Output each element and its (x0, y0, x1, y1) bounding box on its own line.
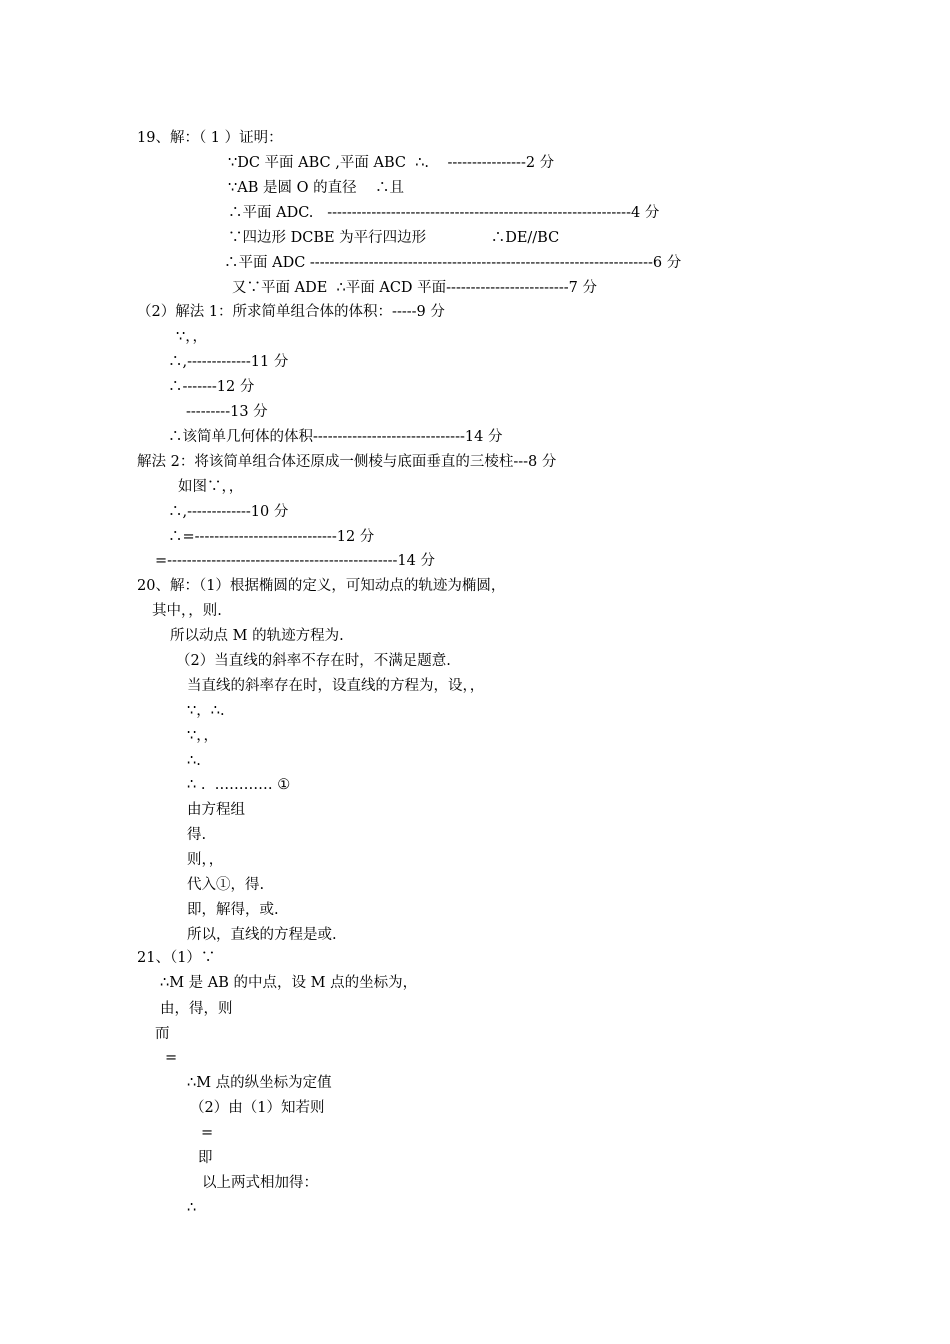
text-line: 又∵平面 ADE ∴平面 ACD 平面-------------------------7 分 (232, 280, 597, 296)
text-line: 由，得，则 (160, 1001, 233, 1017)
text-line: = (165, 1050, 178, 1066)
text-line: 其中，，则. (152, 603, 222, 619)
text-line: ∴M 点的纵坐标为定值 (187, 1075, 332, 1091)
text-line: 则，， (187, 852, 224, 868)
text-line: ∴,-------------10 分 (168, 504, 289, 520)
text-line: （2）当直线的斜率不存在时，不满足题意. (176, 653, 451, 669)
text-line: ∴M 是 AB 的中点，设 M 点的坐标为， (160, 975, 418, 991)
text-line: = (201, 1125, 214, 1141)
text-line: （2）由（1）知若则 (190, 1100, 325, 1116)
text-line: ∵，， (176, 329, 207, 345)
text-line: ∴ . ………… ① (187, 777, 291, 793)
text-line: ∵DC 平面 ABC ,平面 ABC ∴. ----------------2 分 (228, 155, 555, 171)
text-line: ∵四边形 DCBE 为平行四边形 ∴DE//BC (228, 230, 560, 246)
text-line: 即，解得，或. (187, 902, 279, 918)
text-line: 19、解：（ 1 ）证明： (137, 130, 283, 146)
text-line: 所以，直线的方程是或. (187, 927, 337, 943)
text-line: ∵，， (187, 728, 218, 744)
text-line: 代入①，得. (187, 877, 265, 893)
text-line: 20、解：（1）根据椭圆的定义，可知动点的轨迹为椭圆， (137, 578, 506, 594)
text-line: 得. (187, 827, 207, 843)
text-line: ∴,-------------11 分 (168, 354, 289, 370)
text-line: 以上两式相加得： (202, 1175, 318, 1191)
text-line: 21、（1）∵ (137, 950, 216, 966)
text-line: 而 (155, 1026, 170, 1042)
text-line: ∴平面 ADC ----------------------------------------------------------------------6 分 (224, 255, 682, 271)
text-line: 当直线的斜率存在时，设直线的方程为，设，， (187, 678, 485, 694)
text-line: ∴=-----------------------------12 分 (168, 529, 375, 545)
text-line: ∴-------12 分 (168, 379, 255, 395)
text-line: ∵，∴. (187, 703, 225, 719)
text-line: 即 (198, 1150, 213, 1166)
text-line: 如图∵，， (178, 479, 244, 495)
text-line: ∵AB 是圆 O 的直径 ∴且 (228, 180, 405, 196)
text-line: 所以动点 M 的轨迹方程为. (170, 628, 344, 644)
text-line: （2）解法 1：所求简单组合体的体积：-----9 分 (137, 304, 445, 320)
text-line: 解法 2：将该简单组合体还原成一侧棱与底面垂直的三棱柱---8 分 (137, 454, 557, 470)
text-line: ∴该简单几何体的体积-------------------------------14 分 (168, 429, 503, 445)
text-line: ∴平面 ADC. --------------------------------------------------------------4 分 (228, 205, 660, 221)
text-line: ---------13 分 (186, 404, 268, 420)
text-line: ∴. (187, 753, 201, 769)
text-line: =-----------------------------------------------14 分 (155, 553, 435, 569)
text-line: ∴ (187, 1200, 197, 1216)
text-line: 由方程组 (187, 802, 245, 818)
